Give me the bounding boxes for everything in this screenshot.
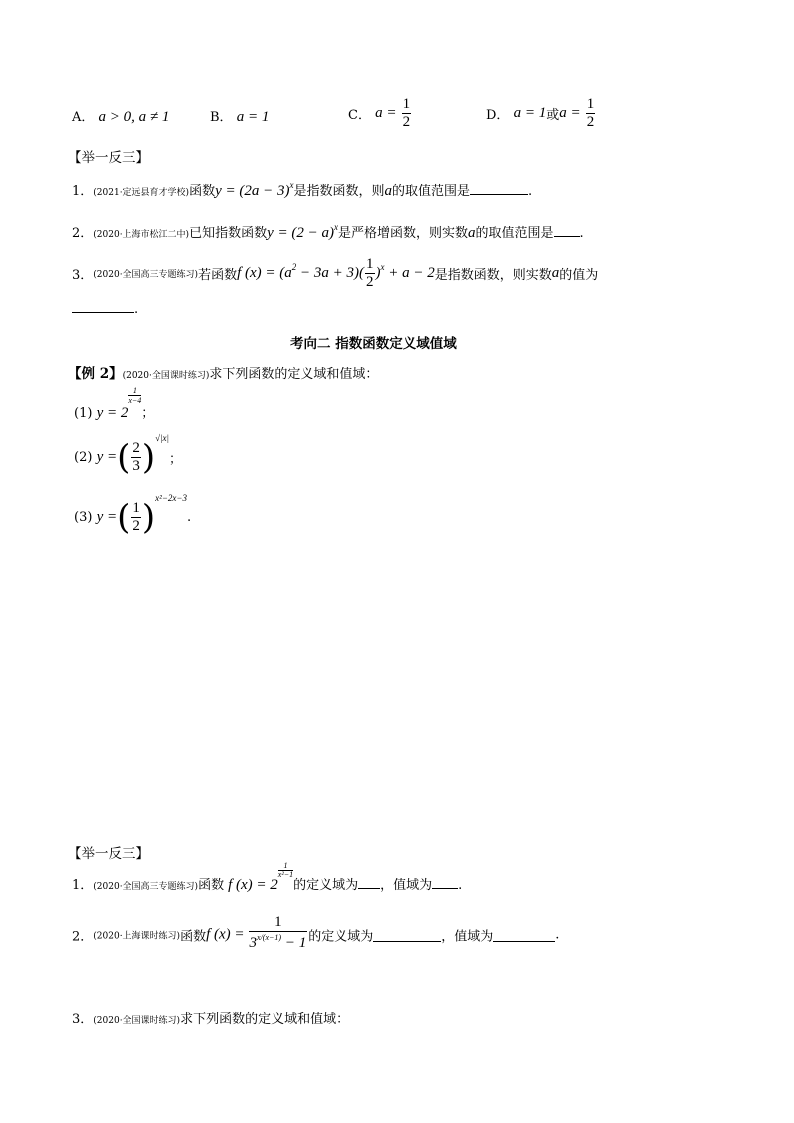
option-c-label: C． — [348, 108, 371, 123]
q3-text2: 是指数函数，则实数 — [434, 268, 552, 283]
q3-end: . — [134, 302, 139, 317]
item-3-formula: y = — [96, 509, 118, 525]
q3-formula-tail: )$^x$ + a − 2 — [375, 262, 435, 281]
item-1-semicolon: ； — [141, 406, 155, 421]
q2-text2: 是严格增函数，则实数 — [338, 226, 469, 241]
q2-answer-blank[interactable] — [554, 224, 580, 237]
question-3 — [72, 256, 598, 291]
p2-domain-blank[interactable] — [373, 929, 441, 942]
q2-source: (2020·上海市松江二中) — [93, 230, 190, 240]
q3-formula: f $(x) = (a^2 - 3a + 3)$( — [237, 262, 365, 281]
option-d-label: D． — [486, 108, 510, 123]
q2-text1: 已知指数函数 — [189, 226, 268, 241]
p1-range-blank[interactable] — [432, 876, 458, 889]
option-c-denominator: 2 — [402, 114, 411, 130]
q3-text1: 若函数 — [198, 268, 238, 283]
p2-text2: 的定义域为 — [308, 929, 374, 945]
example-item-2: (2) y =( $\frac{2}{3}$ )$^{√|x|}$； — [74, 433, 183, 478]
item-1-formula: y = 2 — [96, 405, 129, 421]
p1-exponent: $\frac{1}{\text{x²−1}}$ — [277, 861, 294, 879]
q2-end: . — [579, 226, 584, 241]
option-d-numerator: 1 — [586, 96, 595, 112]
item-3-dot: . — [186, 510, 192, 525]
option-b — [210, 106, 269, 126]
option-d-fraction — [586, 96, 596, 131]
q1-answer-blank[interactable] — [470, 182, 528, 195]
p2-formula: f (x) = — [206, 926, 245, 943]
item-2-fraction: $\frac{2}{3}$ — [132, 440, 140, 474]
p2-text3: ，值域为 — [441, 929, 494, 945]
option-d-or: 或 — [546, 108, 560, 123]
example-item-3: (3) y =( $\frac{1}{2}$ )$^{x^2-2x-3}$. — [74, 493, 192, 538]
q2-text3: 的取值范围是 — [475, 226, 554, 241]
p2-source: (2020·上海课时练习) — [93, 931, 181, 942]
q2-var: a — [468, 225, 476, 241]
q3-var: a — [551, 265, 560, 281]
q1-end: . — [528, 184, 533, 199]
p1-domain-blank[interactable] — [358, 876, 380, 889]
q3-source: (2020·全国高三专题练习) — [93, 270, 199, 280]
q1-formula: $y = (2a - 3)^x$ — [215, 180, 294, 199]
practice-2 — [72, 914, 559, 956]
p3-text: 求下列函数的定义域和值域： — [180, 1012, 350, 1027]
item-2-semicolon: ； — [169, 452, 183, 467]
q3-fraction: $\frac{1}{2}$ — [366, 256, 374, 290]
practice-3 — [72, 1008, 349, 1027]
q3-text3: 的值为 — [559, 268, 599, 283]
item-2-exponent: √|x| — [155, 433, 170, 443]
example-item-1 — [74, 386, 155, 422]
p2-range-blank[interactable] — [493, 929, 555, 942]
option-c-fraction — [402, 96, 412, 131]
option-d-part1: a = 1 — [513, 105, 547, 121]
question-1 — [72, 180, 532, 200]
q2-number: 2． — [72, 226, 94, 241]
option-c-numerator: 1 — [402, 96, 411, 112]
item-1-label: (1) — [74, 406, 93, 421]
option-a — [72, 106, 169, 126]
p3-source: (2020·全国课时练习) — [93, 1016, 181, 1026]
item-3-fraction: $\frac{1}{2}$ — [132, 500, 140, 534]
p1-text2: 的定义域为 — [293, 878, 359, 893]
section2-title: 【举一反三】 — [68, 846, 149, 862]
p3-number: 3． — [72, 1012, 94, 1027]
option-d-prefix: a = — [559, 105, 581, 121]
p1-end: . — [458, 878, 463, 893]
q1-text2: 是指数函数，则 — [293, 184, 385, 199]
q3-answer-line — [72, 300, 138, 317]
item-3-label: (3) — [74, 510, 93, 525]
p1-text3: ，值域为 — [380, 878, 433, 893]
option-b-label: B． — [210, 110, 233, 125]
q2-formula: $y = (2 - a)^x$ — [267, 222, 338, 241]
option-d-denominator: 2 — [586, 114, 595, 130]
item-2-formula: y = — [96, 449, 118, 465]
option-b-expr: a = 1 — [236, 109, 270, 125]
p2-number: 2． — [72, 929, 94, 945]
q1-source: (2021·定远县育才学校) — [93, 188, 190, 198]
p1-formula: f (x) = 2 — [228, 877, 278, 893]
p1-number: 1． — [72, 878, 94, 893]
option-c — [348, 96, 412, 131]
practice-1 — [72, 861, 463, 894]
example-2-source: (2020·全国课时练习) — [122, 371, 210, 381]
example-2 — [68, 362, 378, 382]
option-d — [486, 96, 596, 131]
q1-var: a — [384, 183, 393, 199]
p2-fraction: $\frac{1}{3^{x/(x-1)} - 1}$ — [249, 914, 307, 951]
item-3-exponent: x²−2x−3 — [155, 493, 187, 503]
section-heading: 考向二 指数函数定义域值域 — [290, 336, 457, 352]
q1-number: 1． — [72, 184, 94, 199]
q1-text1: 函数 — [189, 184, 216, 199]
question-2 — [72, 222, 584, 242]
p2-end: . — [555, 927, 560, 943]
option-a-label: A． — [72, 110, 95, 125]
q1-text3: 的取值范围是 — [392, 184, 471, 199]
section1-title: 【举一反三】 — [68, 150, 149, 166]
p2-text1: 函数 — [180, 929, 207, 945]
q3-number: 3． — [72, 268, 94, 283]
item-2-label: (2) — [74, 450, 93, 465]
p1-text1: 函数 — [198, 878, 225, 893]
example-2-text: 求下列函数的定义域和值域： — [209, 367, 379, 382]
q3-answer-blank[interactable] — [72, 300, 134, 313]
item-1-exponent: $\frac{1}{x-4}$ — [128, 386, 142, 405]
example-2-tag: 【例 2】 — [68, 366, 123, 382]
option-a-expr: a > 0, a ≠ 1 — [98, 109, 170, 125]
p1-source: (2020·全国高三专题练习) — [93, 882, 199, 892]
option-c-prefix: a = — [375, 105, 397, 121]
